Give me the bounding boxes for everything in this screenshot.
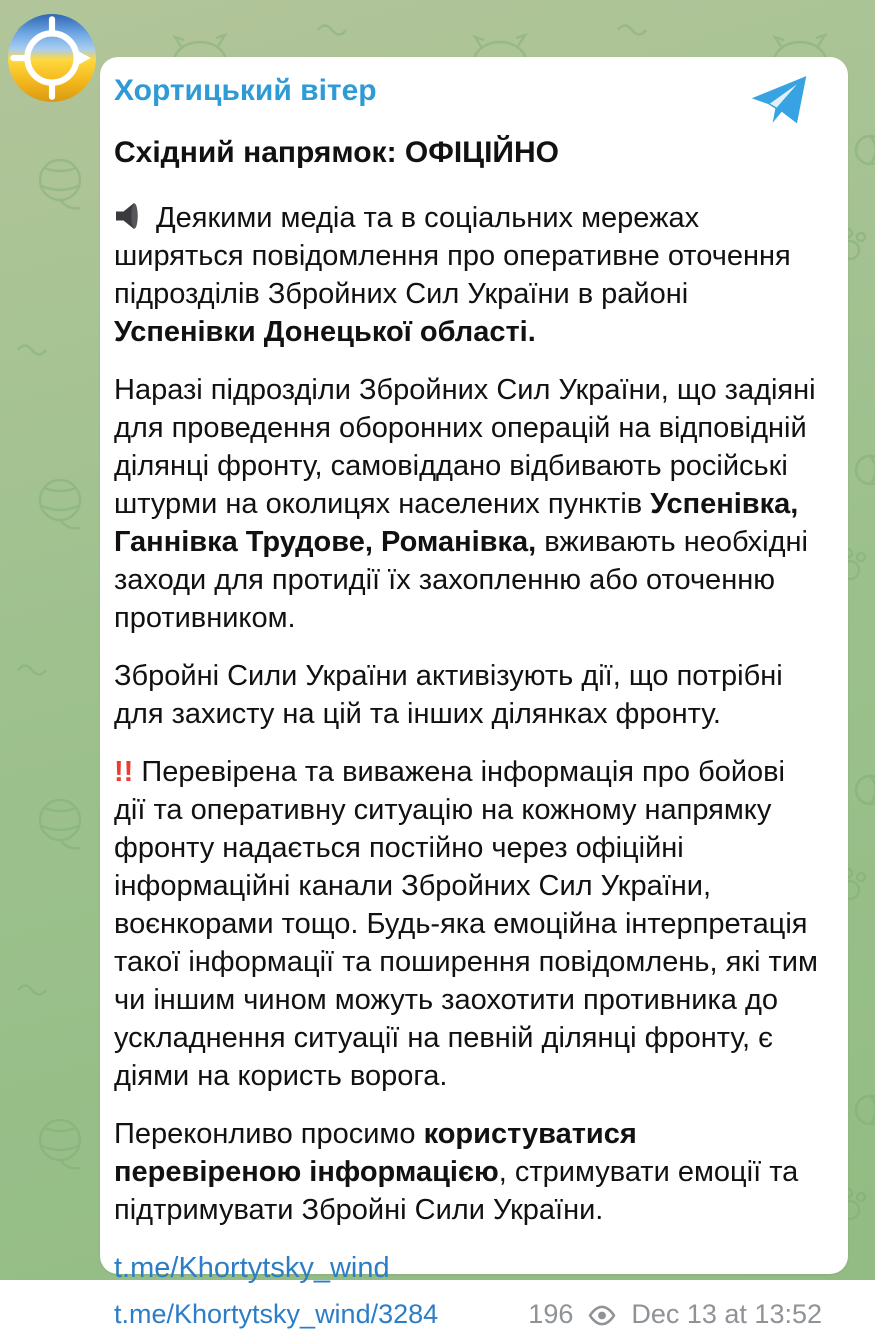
post-meta (528, 1297, 822, 1331)
text-segment: Переконливо просимо (114, 1118, 424, 1150)
crosshair-target-icon (8, 14, 96, 102)
message-paragraph (114, 1249, 822, 1287)
text-segment: !! (114, 756, 134, 788)
eye-icon (587, 1305, 617, 1326)
message-paragraph (114, 371, 822, 637)
source-link[interactable]: t.me/Khortytsky_wind/3284 (114, 1299, 439, 1329)
message-header (114, 71, 822, 125)
message-paragraph (114, 1115, 822, 1229)
text-segment: Успенівки Донецької області. (114, 316, 536, 348)
post-footer (114, 1287, 822, 1331)
text-segment: Перевірена та виважена інформація про бойові дії та оперативну ситуацію на кожному напрямку фронту надається постійно через офіційні інформаційні канали Збройних Сил України, воєнкорами тощо. Будь-яка емоційна інтерпретація такої інформації та поширення повідомлень, які тим чи іншим чином можуть заохотити противника до ускладнення ситуації на певній ділянці фронту, є діями на користь ворога. (114, 756, 818, 1092)
telegram-plane-icon[interactable] (750, 75, 808, 125)
text-segment: Збройні Сили України активізують дії, що потрібні для захисту на цій та інших ділянках фронту. (114, 660, 783, 730)
message-paragraph (114, 657, 822, 733)
speaker-icon (114, 201, 148, 231)
text-segment: користуватися перевіреною інформацією (114, 1118, 637, 1188)
text-segment: вживають необхідні заходи для протидії їх захопленню або оточенню противником. (114, 526, 808, 634)
views-count: 196 (528, 1299, 574, 1329)
text-segment: Наразі підрозділи Збройних Сил України, що задіяні для проведення оборонних операцій на відповідній ділянці фронту, самовіддано відбивають російські штурми на околицях населених пунктів (114, 374, 816, 520)
message-text (114, 173, 822, 1287)
message-paragraph (114, 753, 822, 1095)
channel-name[interactable]: Хортицький вітер (114, 74, 377, 107)
message-card (100, 57, 848, 1329)
message-link[interactable]: t.me/Khortytsky_wind (114, 1252, 390, 1284)
post-title: Східний напрямок: ОФІЦІЙНО (114, 136, 559, 169)
text-segment: Успенівка, Ганнівка Трудове, Романівка, (114, 488, 799, 558)
text-segment: Деякими медіа та в соціальних мережах ширяться повідомлення про оперативне оточення підрозділів Збройних Сил України в районі (114, 202, 791, 310)
channel-avatar[interactable] (8, 14, 96, 102)
post-date: Dec 13 at 13:52 (631, 1299, 822, 1329)
text-segment: , стримувати емоції та підтримувати Збройні Сили України. (114, 1156, 799, 1226)
message-paragraph (114, 199, 822, 351)
